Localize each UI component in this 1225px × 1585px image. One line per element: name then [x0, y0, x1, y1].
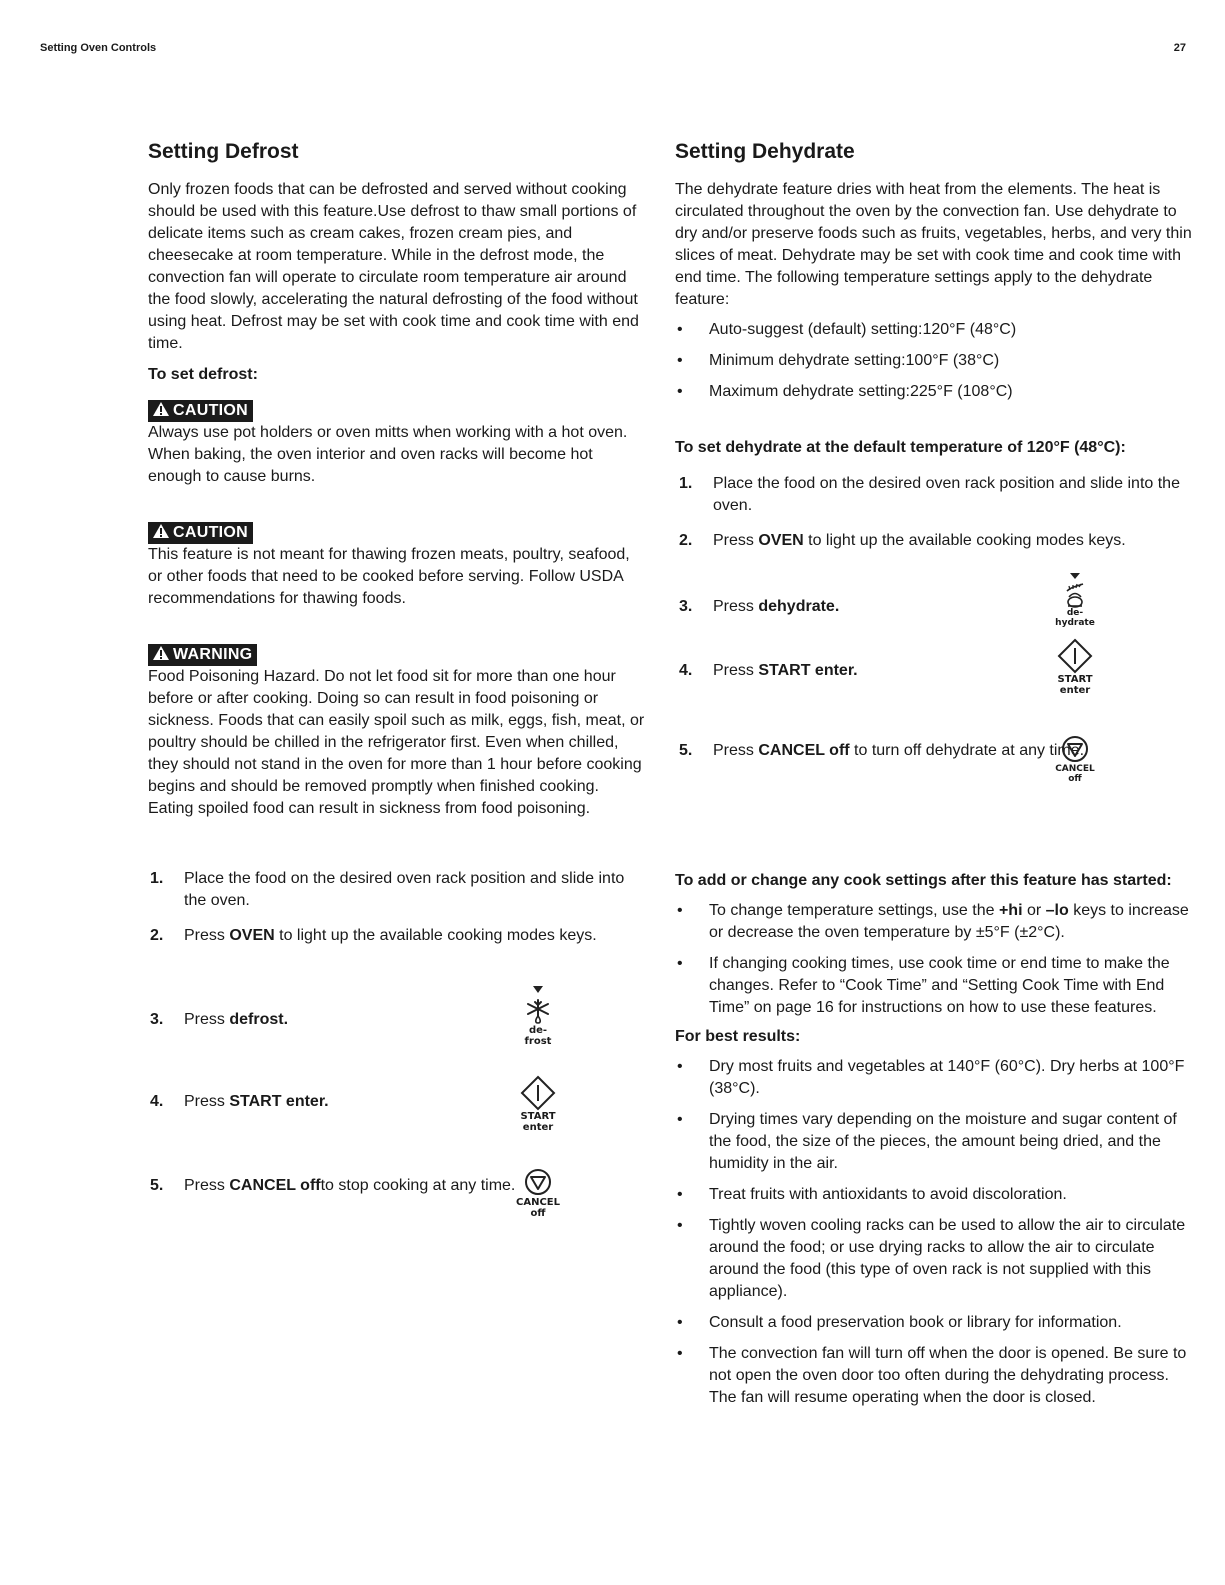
key-label: CANCEL — [1055, 764, 1095, 774]
page-number: 27 — [1173, 42, 1186, 54]
bullet-icon: • — [677, 1058, 683, 1075]
step-item — [675, 552, 1195, 656]
key-label: START — [1057, 674, 1093, 685]
start-diamond-icon — [520, 1075, 556, 1111]
dehydrate-icon — [1061, 581, 1089, 609]
defrost-column — [148, 138, 648, 1219]
step-text: to turn off dehydrate at any time. — [849, 742, 1085, 759]
caution-block-1 — [148, 400, 648, 488]
step-text: to light up the available cooking modes keys. — [274, 927, 597, 944]
cancel-circle-icon — [523, 1167, 553, 1197]
defrost-key — [508, 985, 568, 1047]
defrost-title: Setting Defrost — [148, 140, 299, 163]
step-number: 1. — [150, 870, 164, 887]
key-label: de- — [1066, 608, 1084, 618]
step-text: Place the food on the desired oven rack position and slide into the oven. — [184, 870, 625, 909]
lo-key-name: –lo — [1045, 902, 1069, 919]
key-label: enter — [1059, 685, 1091, 696]
key-label: START — [520, 1111, 556, 1122]
change-settings-heading: To add or change any cook settings after this feature has started: — [675, 872, 1172, 889]
step-key-name: defrost. — [229, 1011, 289, 1028]
list-item-text: Treat fruits with antioxidants to avoid discoloration. — [709, 1186, 1067, 1203]
key-label: CANCEL — [516, 1197, 560, 1208]
list-item-text: Drying times vary depending on the moisture and sugar content of the food, the size of the pieces, the amount being dried, and the humidity in the air. — [709, 1111, 1177, 1172]
defrost-to-set-heading: To set defrost: — [148, 366, 258, 383]
step-text: Press — [713, 598, 759, 615]
list-item — [675, 1056, 1195, 1100]
step-number: 3. — [150, 1011, 164, 1028]
step-key-name: CANCEL off — [229, 1177, 321, 1194]
step-number: 5. — [150, 1177, 164, 1194]
list-item-text: Minimum dehydrate setting:100°F (38°C) — [709, 352, 1000, 369]
list-item-text: If changing cooking times, use cook time or end time to make the changes. Refer to “Cook Time” and “Setting Cook Time with End Time” on page 16 for instructions on how to use these features. — [709, 955, 1170, 1016]
list-item — [675, 900, 1195, 944]
dehydrate-default-heading: To set dehydrate at the default temperature of 120°F (48°C): — [675, 439, 1126, 456]
step-text: to stop cooking at any time. — [320, 1177, 516, 1194]
step-number: 3. — [679, 598, 693, 615]
step-text: Press — [713, 662, 759, 679]
list-item-text: Dry most fruits and vegetables at 140°F (60°C). Dry herbs at 100°F (38°C). — [709, 1058, 1185, 1097]
warning-triangle-icon — [152, 401, 170, 417]
step-key-name: CANCEL off — [758, 742, 850, 759]
caution-badge — [148, 522, 253, 544]
step-item — [146, 868, 648, 912]
step-text: to light up the available cooking modes keys. — [803, 532, 1126, 549]
step-text: Press — [184, 1093, 230, 1110]
list-item — [675, 1312, 1195, 1334]
step-item — [675, 530, 1195, 552]
key-label: de- — [528, 1025, 548, 1036]
warning-label: WARNING — [173, 646, 253, 663]
step-key-name: OVEN — [758, 532, 804, 549]
key-label: hydrate — [1055, 618, 1095, 628]
key-label: frost — [524, 1036, 552, 1047]
defrost-steps — [146, 868, 648, 1219]
step-key-name: OVEN — [229, 927, 275, 944]
bullet-icon: • — [677, 1314, 683, 1331]
list-item — [675, 1109, 1195, 1175]
start-diamond-icon — [1057, 638, 1093, 674]
bullet-icon: • — [677, 1186, 683, 1203]
start-key — [1047, 638, 1103, 696]
dehydrate-key — [1047, 572, 1103, 628]
step-number: 2. — [679, 532, 693, 549]
dehydrate-temperature-list — [675, 319, 1195, 403]
caution-label: CAUTION — [173, 402, 248, 419]
list-item-text: Auto-suggest (default) setting:120°F (48°C) — [709, 321, 1017, 338]
indicator-arrow-icon — [531, 985, 545, 995]
bullet-icon: • — [677, 1217, 683, 1234]
list-item — [675, 319, 1195, 341]
list-item-text: or — [1022, 902, 1046, 919]
key-label: off — [530, 1208, 546, 1219]
bullet-icon: • — [677, 321, 683, 338]
dehydrate-title: Setting Dehydrate — [675, 140, 855, 163]
list-item — [675, 381, 1195, 403]
step-key-name: START enter. — [229, 1093, 329, 1110]
cancel-key — [508, 1167, 568, 1219]
list-item-text: The convection fan will turn off when the door is opened. Be sure to not open the oven door too often during the dehydrating process. The fan will resume operating when the door is closed. — [709, 1345, 1187, 1406]
caution-text-2: This feature is not meant for thawing frozen meats, poultry, seafood, or other foods that need to be cooked before serving. Follow USDA recommendations for thawing foods. — [148, 546, 630, 607]
caution-block-2 — [148, 522, 648, 610]
change-settings-list — [675, 900, 1195, 1019]
step-item — [146, 925, 648, 947]
page-header — [40, 42, 1186, 60]
best-results-heading: For best results: — [675, 1028, 801, 1045]
step-text: Place the food on the desired oven rack position and slide into the oven. — [713, 475, 1180, 514]
list-item — [675, 1215, 1195, 1303]
warning-badge — [148, 644, 257, 666]
start-key — [508, 1075, 568, 1133]
caution-label: CAUTION — [173, 524, 248, 541]
step-item — [146, 1175, 648, 1219]
key-label: off — [1068, 774, 1082, 784]
warning-text: Food Poisoning Hazard. Do not let food sit for more than one hour before or after cooking. Doing so can result in food poisoning or sickness. Foods that can easily spoil such as milk, eggs, fish, meat, or poultry should be chilled in the refrigerator first. Even when chilled, they should not stand in the oven for more than 1 hour before cooking begins and should be removed promptly when finished cooking. Eating spoiled food can result in sickness from food poisoning. — [148, 668, 645, 817]
bullet-icon: • — [677, 1111, 683, 1128]
step-text: Press — [184, 1011, 230, 1028]
bullet-icon: • — [677, 352, 683, 369]
step-text: Press — [184, 927, 230, 944]
list-item-text: Tightly woven cooling racks can be used to allow the air to circulate around the food; or use drying racks to allow the air to circulate around the food (this type of oven rack is not supplied with this appliance). — [709, 1217, 1186, 1300]
step-key-name: dehydrate. — [758, 598, 840, 615]
step-item — [675, 740, 1195, 796]
best-results-list — [675, 1056, 1195, 1409]
defrost-intro: Only frozen foods that can be defrosted and served without cooking should be used with this feature.Use defrost to thaw small portions of delicate items such as cream cakes, frozen cream pies, and cheesecake at room temperature. While in the defrost mode, the convection fan will operate to circulate room temperature air around the food slowly, accelerating the natural defrosting of the food without using heat. Defrost may be set with cook time and cook time with end time. — [148, 181, 639, 352]
bullet-icon: • — [677, 383, 683, 400]
step-text: Press — [713, 742, 759, 759]
list-item — [675, 1184, 1195, 1206]
step-item — [675, 656, 1195, 740]
list-item-text: To change temperature settings, use the — [709, 902, 999, 919]
step-text: Press — [184, 1177, 230, 1194]
cancel-key — [1047, 734, 1103, 784]
step-number: 4. — [150, 1093, 164, 1110]
list-item — [675, 953, 1195, 1019]
warning-triangle-icon — [152, 523, 170, 539]
hi-key-name: +hi — [998, 902, 1023, 919]
dehydrate-column — [675, 138, 1195, 796]
dehydrate-steps — [675, 473, 1195, 796]
list-item-text: Maximum dehydrate setting:225°F (108°C) — [709, 383, 1013, 400]
bullet-icon: • — [677, 1345, 683, 1362]
step-item — [146, 987, 648, 1091]
step-item — [146, 1091, 648, 1175]
cancel-circle-icon — [1060, 734, 1090, 764]
list-item-text: Consult a food preservation book or library for information. — [709, 1314, 1122, 1331]
step-number: 4. — [679, 662, 693, 679]
key-label: enter — [522, 1122, 554, 1133]
step-number: 1. — [679, 475, 693, 492]
caution-text-1: Always use pot holders or oven mitts when working with a hot oven. When baking, the oven interior and oven racks will become hot enough to cause burns. — [148, 424, 628, 485]
dehydrate-tips — [675, 870, 1195, 1418]
section-title: Setting Oven Controls — [40, 42, 157, 54]
step-number: 5. — [679, 742, 693, 759]
bullet-icon: • — [677, 902, 683, 919]
indicator-arrow-icon — [1069, 572, 1081, 581]
step-key-name: START enter. — [758, 662, 858, 679]
list-item-text: keys to increase or decrease the oven temperature by ±5°F (±2°C). — [709, 902, 1189, 941]
list-item — [675, 1343, 1195, 1409]
warning-triangle-icon — [152, 645, 170, 661]
step-number: 2. — [150, 927, 164, 944]
snowflake-icon — [525, 999, 551, 1025]
caution-badge — [148, 400, 253, 422]
step-text: Press — [713, 532, 759, 549]
list-item — [675, 350, 1195, 372]
dehydrate-intro: The dehydrate feature dries with heat from the elements. The heat is circulated throughout the oven by the convection fan. Use dehydrate to dry and/or preserve foods such as fruits, vegetables, herbs, and very thin slices of meat. Dehydrate may be set with cook time and cook time with end time. The following temperature settings apply to the dehydrate feature: — [675, 181, 1192, 308]
bullet-icon: • — [677, 955, 683, 972]
warning-block — [148, 644, 648, 820]
step-item — [675, 473, 1195, 517]
